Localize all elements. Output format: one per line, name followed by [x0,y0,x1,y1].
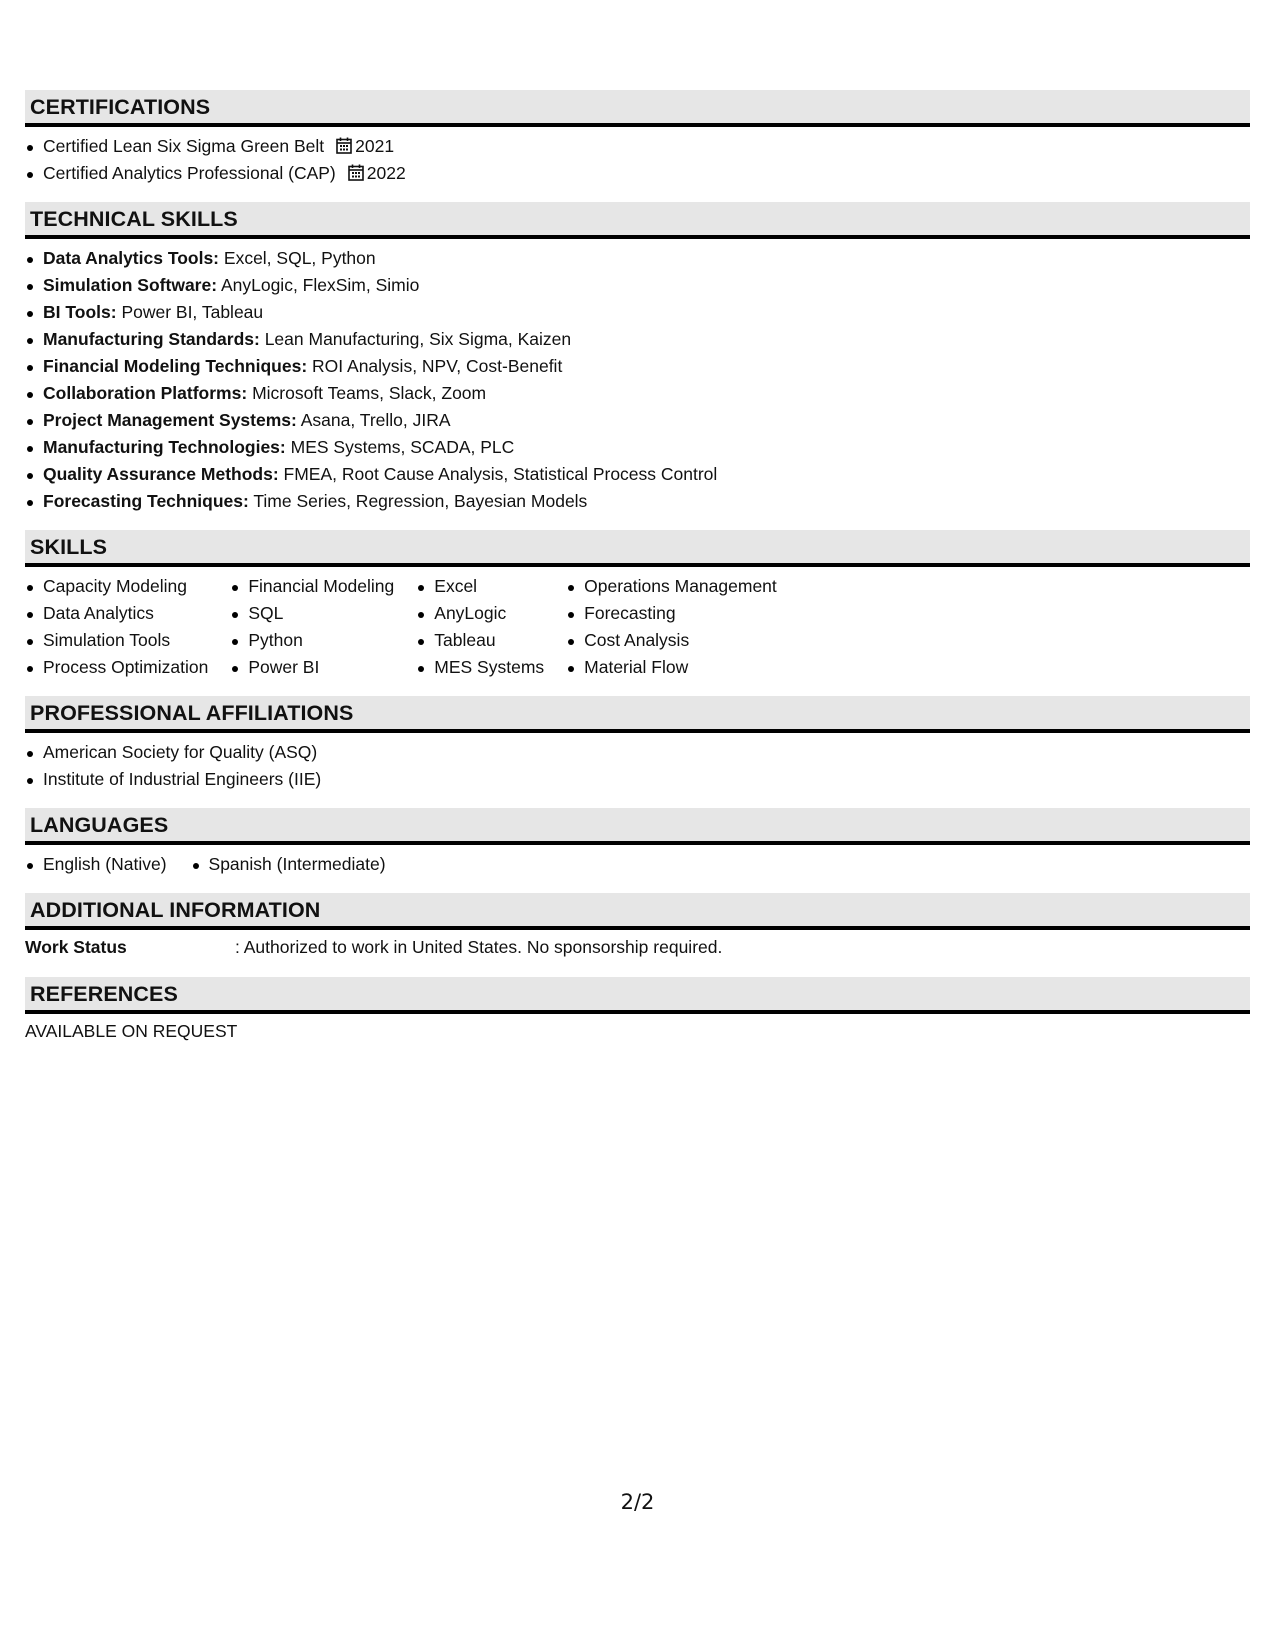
list-item: Material Flow [566,654,777,681]
skills-column [25,573,208,681]
references-text: AVAILABLE ON REQUEST [25,1021,238,1041]
list-item: Operations Management [566,573,777,600]
skill-values: Time Series, Regression, Bayesian Models [253,491,588,511]
list-item [25,160,1250,187]
certification-name: Certified Analytics Professional (CAP) [43,163,336,183]
section-title: ADDITIONAL INFORMATION [25,893,1250,930]
skill-values: Excel, SQL, Python [223,248,376,268]
list-item: Institute of Industrial Engineers (IIE) [25,766,1250,793]
skill-values: MES Systems, SCADA, PLC [290,437,515,457]
skill-values: Asana, Trello, JIRA [300,410,451,430]
calendar-icon [348,162,364,189]
list-item [25,272,1250,299]
calendar-icon [336,135,352,162]
list-item: Tableau [416,627,544,654]
skill-category: Simulation Software: [43,275,218,295]
list-item [25,407,1250,434]
work-status-label: Work Status [25,937,127,957]
skills-column [416,573,544,681]
list-item: Forecasting [566,600,777,627]
skill-category: Financial Modeling Techniques: [43,356,308,376]
skills-column [566,573,777,681]
list-item: Capacity Modeling [25,573,208,600]
work-status-value: : Authorized to work in United States. No sponsorship required. [235,937,723,957]
list-item: MES Systems [416,654,544,681]
skill-category: Collaboration Platforms: [43,383,248,403]
list-item: Excel [416,573,544,600]
skill-values: Microsoft Teams, Slack, Zoom [252,383,487,403]
certifications-section [25,90,1250,187]
references-section [25,977,1250,1046]
languages-section [25,808,1250,878]
list-item [25,461,1250,488]
certifications-list [25,133,1250,187]
skill-category: Project Management Systems: [43,410,297,430]
list-item [25,133,1250,160]
skill-category: Forecasting Techniques: [43,491,249,511]
page-number: 2/2 [620,1490,655,1514]
list-item [25,353,1250,380]
affiliations-list [25,739,1250,793]
technical-skills-list [25,245,1250,515]
section-title: CERTIFICATIONS [25,90,1250,127]
list-item: Cost Analysis [566,627,777,654]
certification-year: 2022 [366,163,406,183]
skills-grid [25,567,1250,681]
skill-values: Lean Manufacturing, Six Sigma, Kaizen [264,329,572,349]
list-item: Data Analytics [25,600,208,627]
skill-values: AnyLogic, FlexSim, Simio [220,275,420,295]
list-item [25,299,1250,326]
list-item: Simulation Tools [25,627,208,654]
skill-category: Manufacturing Technologies: [43,437,286,457]
list-item: English (Native) [25,851,167,878]
section-title: SKILLS [25,530,1250,567]
skills-section [25,530,1250,681]
work-status-row [25,932,1250,962]
skill-category: BI Tools: [43,302,117,322]
certification-year: 2021 [355,136,395,156]
list-item: Financial Modeling [230,573,394,600]
additional-info-section [25,893,1250,962]
skill-category: Data Analytics Tools: [43,248,220,268]
skill-values: Power BI, Tableau [121,302,264,322]
list-item [25,434,1250,461]
skill-values: FMEA, Root Cause Analysis, Statistical Process Control [283,464,718,484]
skill-category: Manufacturing Standards: [43,329,260,349]
certification-name: Certified Lean Six Sigma Green Belt [43,136,325,156]
list-item [25,245,1250,272]
list-item [25,488,1250,515]
affiliations-section [25,696,1250,793]
skill-category: Quality Assurance Methods: [43,464,279,484]
section-title: LANGUAGES [25,808,1250,845]
list-item: AnyLogic [416,600,544,627]
section-title: PROFESSIONAL AFFILIATIONS [25,696,1250,733]
section-title: TECHNICAL SKILLS [25,202,1250,239]
list-item: Python [230,627,394,654]
skill-values: ROI Analysis, NPV, Cost-Benefit [312,356,563,376]
technical-skills-section [25,202,1250,515]
list-item: Spanish (Intermediate) [191,851,386,878]
list-item: SQL [230,600,394,627]
list-item: American Society for Quality (ASQ) [25,739,1250,766]
list-item [25,326,1250,353]
list-item [25,380,1250,407]
section-title: REFERENCES [25,977,1250,1014]
skills-column [230,573,394,681]
list-item: Process Optimization [25,654,208,681]
list-item: Power BI [230,654,394,681]
languages-list [25,851,1250,878]
resume-page [25,90,1250,1061]
